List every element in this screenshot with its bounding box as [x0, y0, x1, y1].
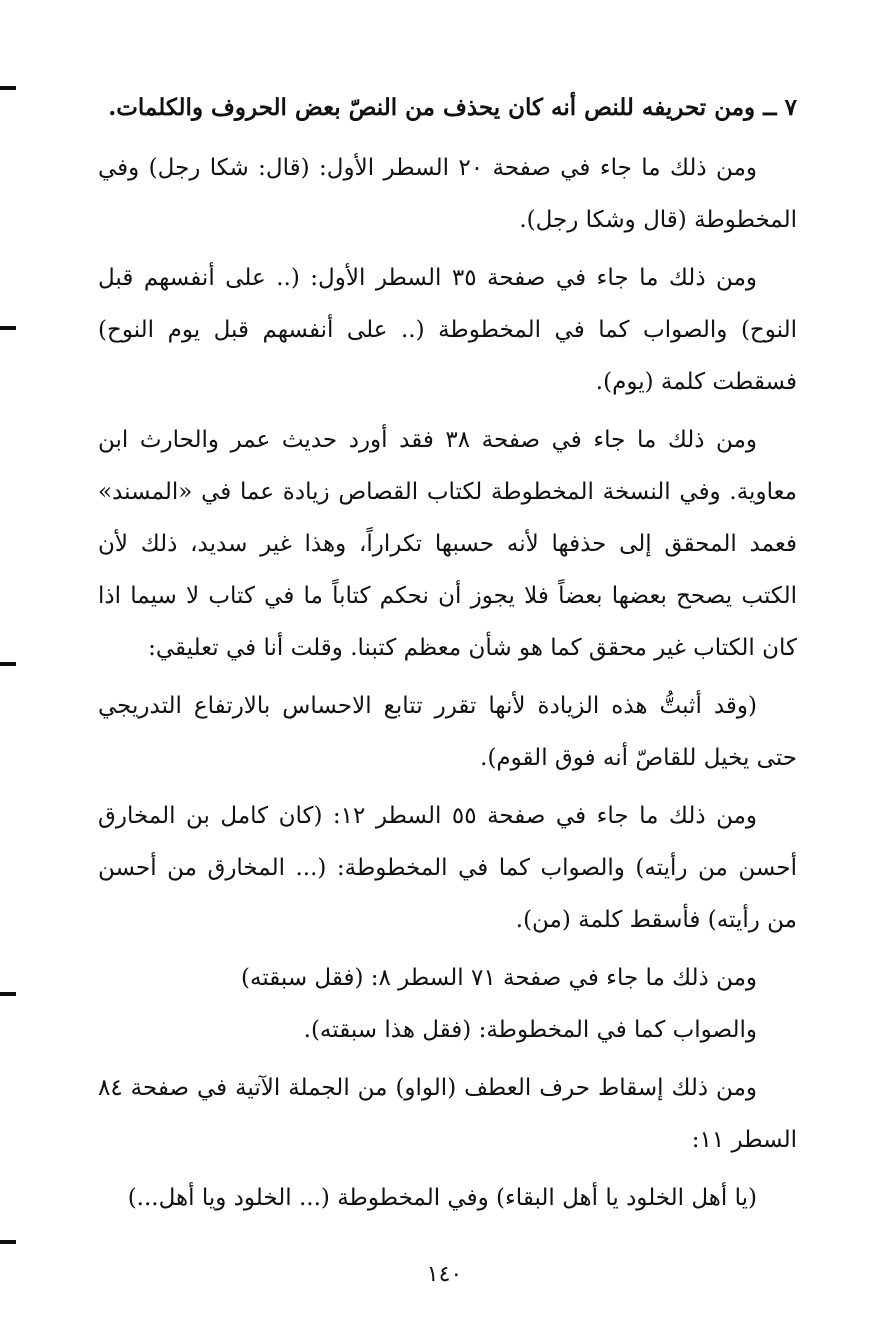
- scan-edge-mark: [0, 992, 16, 996]
- scan-edge-mark: [0, 86, 16, 90]
- page-number: ١٤٠: [426, 1262, 463, 1287]
- section-heading: ٧ ــ ومن تحريفه للنص أنه كان يحذف من النصّ بعض الحروف والكلمات.: [108, 94, 797, 121]
- scan-edge-mark: [0, 326, 16, 330]
- body-text: [98, 82, 797, 1230]
- scan-edge-mark: [0, 662, 16, 666]
- paragraph: ومن ذلك ما جاء في صفحة ٣٨ فقد أورد حديث عمر والحارث ابن معاوية. وفي النسخة المخطوطة لكتاب القصاص زيادة عما في «المسند» فعمد المحقق إلى حذفها لأنه حسبها تكراراً، وهذا غير سديد، ذلك لأن الكتب يصحح بعضها بعضاً فلا يجوز أن نحكم كتاباً ما في كتاب لا سيما اذا كان الكتاب غير محقق كما هو شأن معظم كتبنا. وقلت أنا في تعليقي:: [98, 427, 797, 661]
- scan-edge-mark: [0, 1240, 16, 1244]
- paragraph: ومن ذلك ما جاء في صفحة ٧١ السطر ٨: (فقل سبقته): [241, 965, 757, 991]
- paragraph: ومن ذلك ما جاء في صفحة ٢٠ السطر الأول: (قال: شكا رجل) وفي المخطوطة (قال وشكا رجل).: [98, 155, 797, 233]
- paragraph: ومن ذلك ما جاء في صفحة ٥٥ السطر ١٢: (كان كامل بن المخارق أحسن من رأيته) والصواب كما في المخطوطة: (... المخارق من أحسن من رأيته) فأسقط كلمة (من).: [98, 803, 797, 933]
- paragraph: والصواب كما في المخطوطة: (فقل هذا سبقته).: [303, 1017, 757, 1043]
- paragraph: ومن ذلك ما جاء في صفحة ٣٥ السطر الأول: (.. على أنفسهم قبل النوح) والصواب كما في المخطوطة (.. على أنفسهم قبل يوم النوح) فسقطت كلمة (يوم).: [98, 265, 797, 395]
- quotation: (وقد أثبتُّ هذه الزيادة لأنها تقرر تتابع الاحساس بالارتفاع التدريجي حتى يخيل للقاصّ أنه فوق القوم).: [98, 693, 797, 771]
- quotation: (يا أهل الخلود يا أهل البقاء) وفي المخطوطة (... الخلود ويا أهل...): [127, 1185, 757, 1211]
- paragraph: ومن ذلك إسقاط حرف العطف (الواو) من الجملة الآتية في صفحة ٨٤ السطر ١١:: [98, 1075, 797, 1153]
